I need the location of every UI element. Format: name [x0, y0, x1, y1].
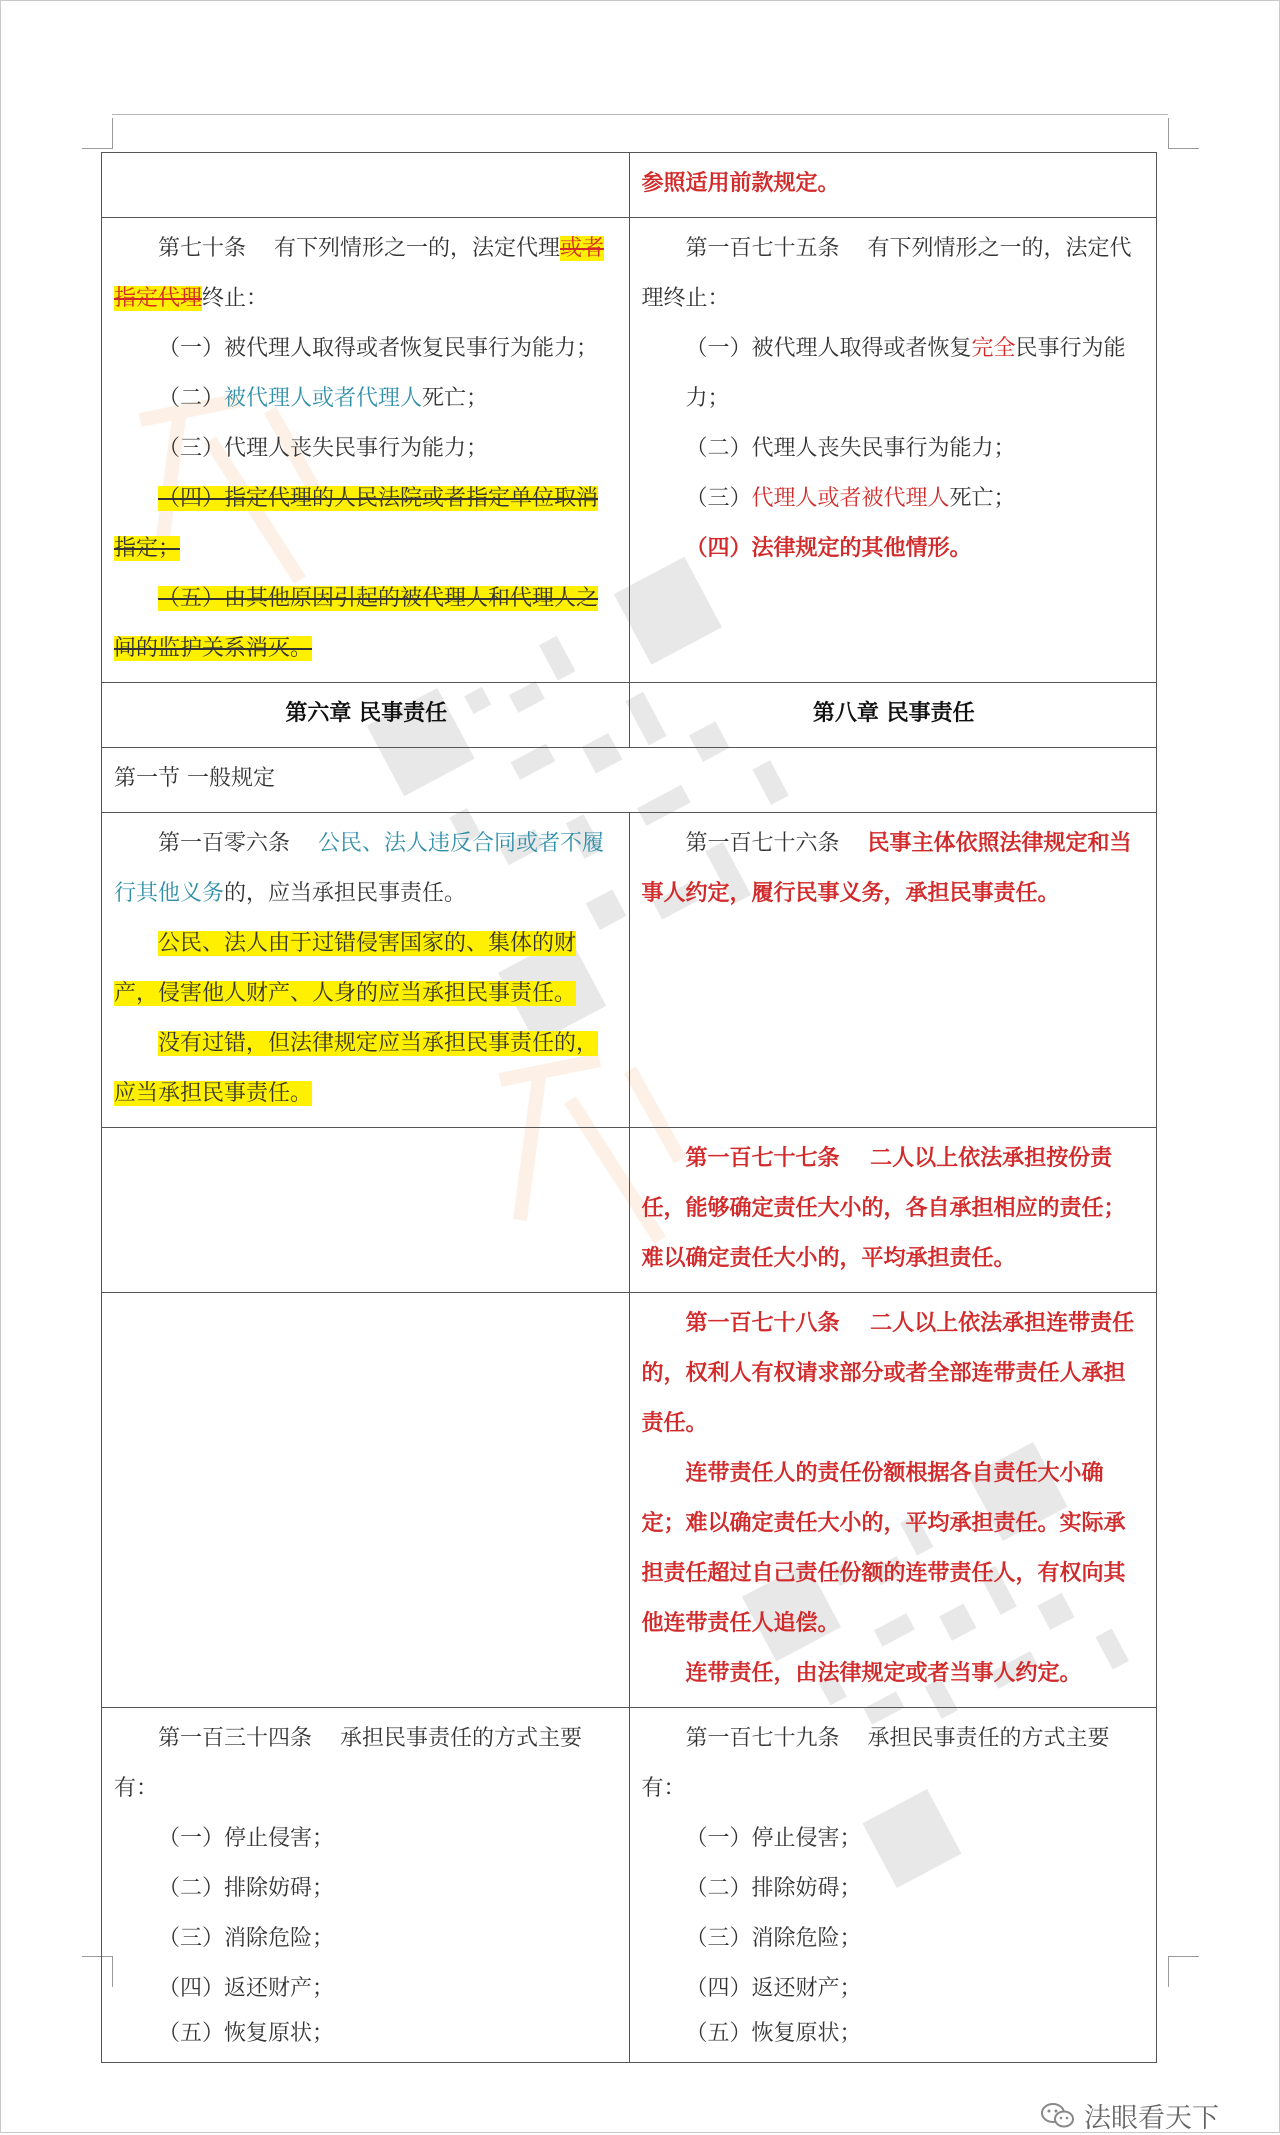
added-text: 法律规定的其他情形。 — [751, 536, 972, 561]
list-item: （一）停止侵害； — [158, 1826, 335, 1851]
new-chapter-title: 第八章 民事责任 — [629, 683, 1157, 748]
brand-name: 法眼看天下 — [1084, 2103, 1219, 2134]
old-law-cell — [102, 1293, 630, 1708]
deleted-text: 没有过错，但法律规定应当承担民事责任的，应当承担民事责任。 — [114, 1031, 599, 1106]
crop-mark-top-left — [82, 118, 113, 149]
old-law-cell — [102, 813, 630, 1128]
old-chapter-title: 第六章 民事责任 — [102, 683, 630, 748]
item-label: （二） — [158, 386, 225, 411]
chapter-row — [102, 683, 1157, 748]
item-text: 死亡； — [949, 486, 1016, 511]
list-item: （一）停止侵害； — [685, 1826, 862, 1851]
list-item — [114, 474, 619, 574]
deleted-text: 或者指定代理 — [114, 236, 605, 311]
item-label: （一） — [685, 336, 752, 361]
item-label: （二） — [685, 436, 752, 461]
item-label: （四） — [685, 536, 752, 561]
article-number: 第一百七十九条 — [685, 1726, 840, 1751]
article-text: 终止： — [202, 286, 269, 311]
list-item: （四）返还财产； — [685, 1976, 862, 2001]
item-text: 被代理人取得或者恢复 — [751, 336, 972, 361]
article-number: 第一百七十八条 — [685, 1311, 840, 1336]
old-law-cell — [102, 1708, 630, 2063]
old-law-cell — [102, 1128, 630, 1293]
list-item: （五）恢复原状； — [158, 2021, 335, 2046]
list-item — [114, 374, 619, 424]
article-106-p1 — [114, 819, 619, 919]
page-header-line — [112, 114, 1168, 115]
article-number: 第七十条 — [158, 236, 247, 261]
table-row — [102, 1128, 1157, 1293]
list-item — [642, 524, 1147, 574]
list-item: （五）恢复原状； — [685, 2021, 862, 2046]
item-text: 民事行为能力； — [685, 336, 1126, 411]
article-178-p3: 连带责任，由法律规定或者当事人约定。 — [685, 1661, 1082, 1686]
table-row — [102, 1708, 1157, 2063]
deleted-text — [114, 586, 598, 661]
crop-mark-bottom-right — [1168, 1956, 1199, 1987]
item-text: 指定代理的人民法院或者指定单位取消指定； — [114, 486, 599, 561]
article-177 — [642, 1134, 1147, 1284]
item-text: 代理人丧失民事行为能力； — [751, 436, 1016, 461]
changed-text: 被代理人或者代理人 — [224, 386, 423, 411]
article-number: 第一百七十五条 — [685, 236, 840, 261]
list-item: （三）消除危险； — [158, 1926, 335, 1951]
item-text: 代理人丧失民事行为能力； — [224, 436, 489, 461]
article-text: 有下列情形之一的，法定代理终止： — [641, 236, 1132, 311]
list-item — [642, 474, 1147, 524]
changed-text: 公民、法人违反合同或者不履行其他义务 — [114, 831, 605, 906]
item-text: 被代理人取得或者恢复民事行为能力； — [224, 336, 599, 361]
article-178-p2: 连带责任人的责任份额根据各自责任大小确定；难以确定责任大小的，平均承担责任。实际承担责任超过自己责任份额的连带责任人，有权向其他连带责任人追偿。 — [641, 1461, 1126, 1636]
new-law-cell — [629, 1128, 1157, 1293]
table-row — [102, 218, 1157, 683]
old-law-cell — [102, 218, 630, 683]
footer-brand — [1040, 2096, 1219, 2135]
article-175-lead — [642, 224, 1147, 324]
article-134-lead — [114, 1714, 619, 1814]
added-text: 二人以上依法承担按份责任，能够确定责任大小的，各自承担相应的责任；难以确定责任大小的，平均承担责任。 — [641, 1146, 1126, 1271]
article-text: 有下列情形之一的，法定代理 — [274, 236, 561, 261]
added-text: 完全 — [971, 336, 1016, 361]
item-label: （四） — [158, 486, 225, 511]
article-number: 第一百七十七条 — [685, 1146, 840, 1171]
new-law-cell — [629, 153, 1157, 218]
item-label: （五） — [158, 586, 225, 611]
table-row — [102, 1293, 1157, 1708]
item-text: 死亡； — [422, 386, 489, 411]
new-law-cell — [629, 218, 1157, 683]
item-label: （一） — [158, 336, 225, 361]
new-law-cell — [629, 1708, 1157, 2063]
article-106-p3 — [114, 1019, 619, 1119]
article-106-p2 — [114, 919, 619, 1019]
added-text: 民事主体依照法律规定和当事人约定，履行民事义务，承担民事责任。 — [641, 831, 1132, 906]
section-row — [102, 748, 1157, 813]
comparison-table — [101, 152, 1157, 2063]
article-176 — [642, 819, 1147, 919]
article-text: 承担民事责任的方式主要有： — [114, 1726, 583, 1801]
old-law-cell — [102, 153, 630, 218]
table-row — [102, 153, 1157, 218]
item-label: （三） — [158, 436, 225, 461]
continuation-text: 参照适用前款规定。 — [641, 171, 840, 196]
list-item — [642, 324, 1147, 424]
list-item: （四）返还财产； — [158, 1976, 335, 2001]
list-item — [114, 424, 619, 474]
article-number: 第一百零六条 — [158, 831, 291, 856]
article-number: 第一百七十六条 — [685, 831, 840, 856]
item-label: （三） — [685, 486, 752, 511]
list-item — [114, 324, 619, 374]
added-text: 代理人或者被代理人 — [751, 486, 950, 511]
crop-mark-top-right — [1168, 118, 1199, 149]
list-item — [642, 424, 1147, 474]
table-row — [102, 813, 1157, 1128]
list-item: （二）排除妨碍； — [685, 1876, 862, 1901]
list-item — [114, 574, 619, 674]
article-text: 承担民事责任的方式主要有： — [641, 1726, 1110, 1801]
deleted-text: 公民、法人由于过错侵害国家的、集体的财产，侵害他人财产、人身的应当承担民事责任。 — [114, 931, 577, 1006]
item-text: 由其他原因引起的被代理人和代理人之间的监护关系消灭。 — [114, 586, 599, 661]
deleted-text — [114, 486, 598, 561]
article-178-p1 — [642, 1299, 1147, 1449]
new-law-cell — [629, 1293, 1157, 1708]
wechat-icon — [1040, 2102, 1076, 2130]
article-text: 的，应当承担民事责任。 — [224, 881, 467, 906]
list-item: （二）排除妨碍； — [158, 1876, 335, 1901]
added-text: 二人以上依法承担连带责任的，权利人有权请求部分或者全部连带责任人承担责任。 — [641, 1311, 1135, 1436]
new-law-cell — [629, 813, 1157, 1128]
list-item: （三）消除危险； — [685, 1926, 862, 1951]
article-number: 第一百三十四条 — [158, 1726, 313, 1751]
article-179-lead — [642, 1714, 1147, 1814]
article-70-lead — [114, 224, 619, 324]
section-title: 第一节 一般规定 — [102, 748, 1157, 813]
